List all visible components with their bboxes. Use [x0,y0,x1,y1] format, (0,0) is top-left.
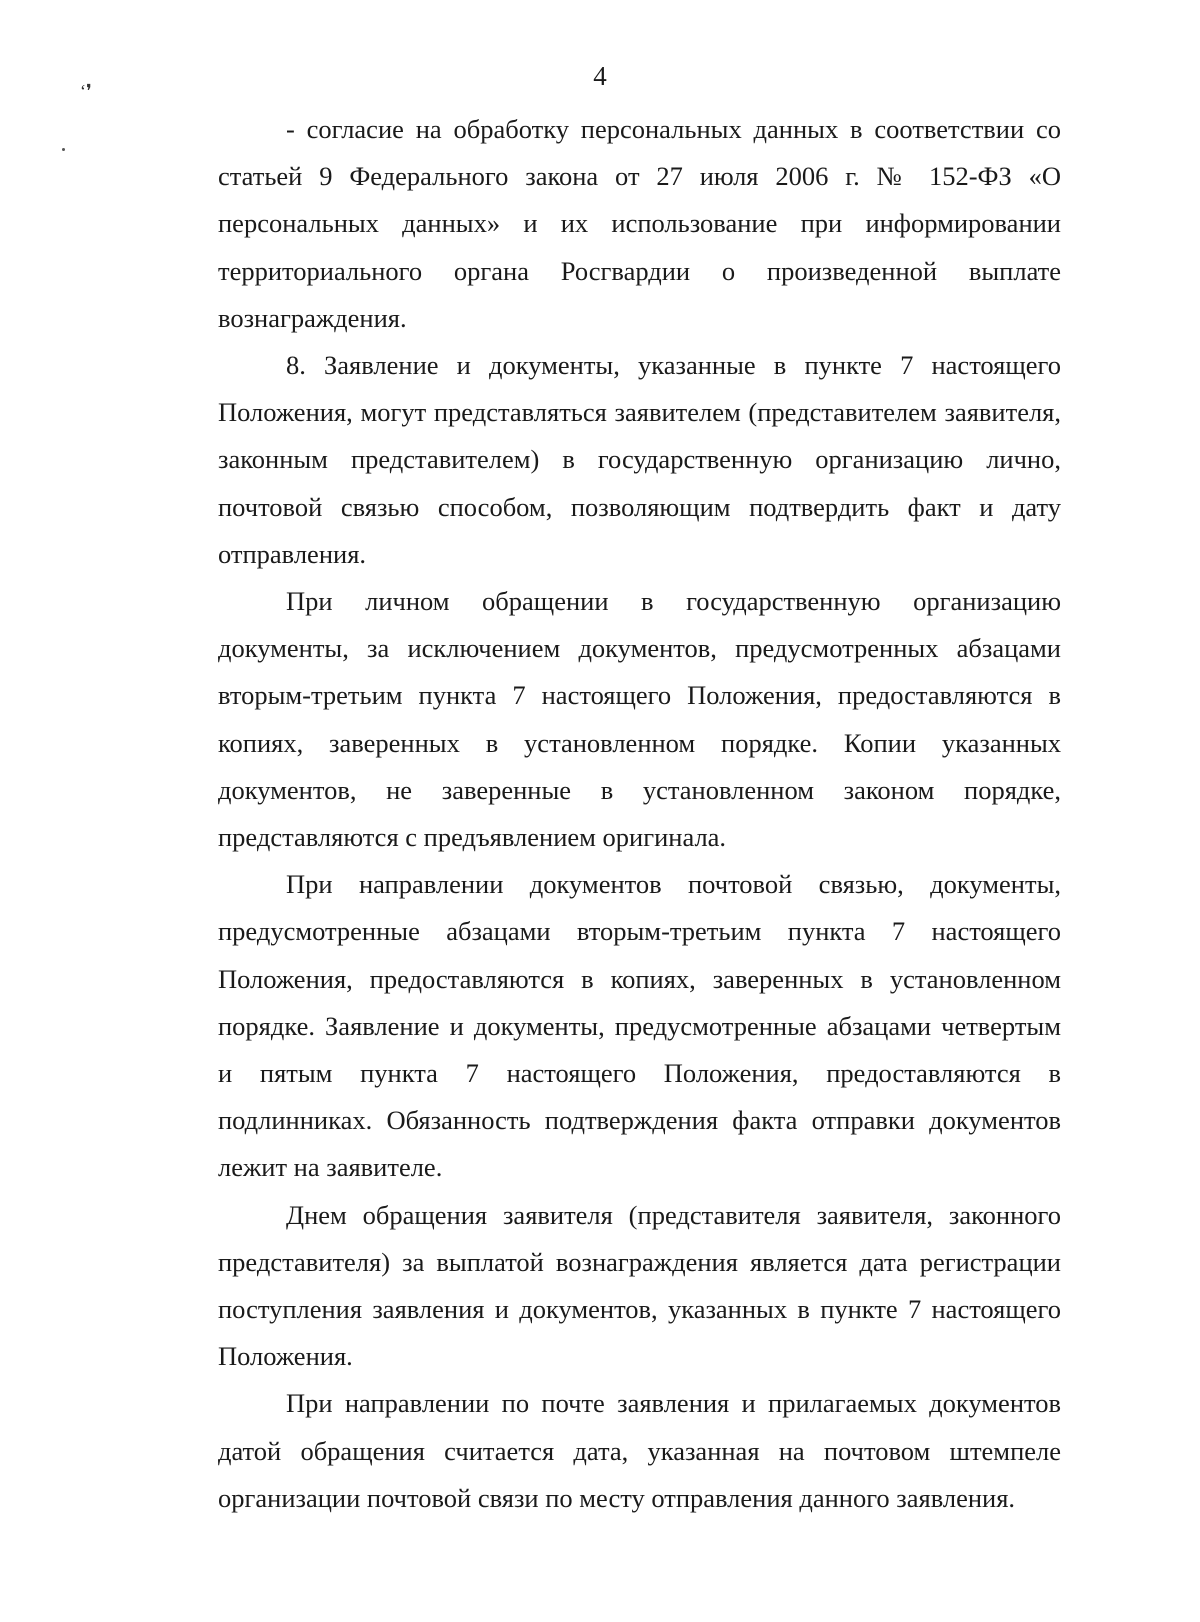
paragraph-point-8: 8. Заявление и документы, указанные в пункте 7 настоящего Положения, могут представляться заявителем (представителем заявителя, законным представителем) в государственную организацию лично, почтовой связью способом, позволяющим подтвердить факт и дату отправления. [218,350,1061,569]
paragraph-postal-submission: При направлении документов почтовой связью, документы, предусмотренные абзацами вторым-третьим пункта 7 настоящего Положения, предоставляются в копиях, заверенных в установленном порядке. Заявление и документы, предусмотренные абзацами четвертым и пятым пункта 7 настоящего Положения, предоставляются в подлинниках. Обязанность подтверждения факта отправки документов лежит на заявителе. [218,869,1061,1183]
paragraph-personal-appeal: При личном обращении в государственную организацию документы, за исключением документов, предусмотренных абзацами вторым-третьим пункта 7 настоящего Положения, предоставляются в копиях, заверенных в установленном порядке. Копии указанных документов, не заверенные в установленном законом порядке, представляются с предъявлением оригинала. [218,586,1061,853]
scan-artifact-mark: ʻ❜ [80,81,92,101]
scan-artifact-dot [62,148,65,151]
paragraph-postmark-date: При направлении по почте заявления и прилагаемых документов датой обращения считается дата, указанная на почтовом штемпеле организации почтовой связи по месту отправления данного заявления. [218,1388,1061,1513]
paragraph-appeal-date: Днем обращения заявителя (представителя заявителя, законного представителя) за выплатой вознаграждения является дата регистрации поступления заявления и документов, указанных в пункте 7 настоящего Положения. [218,1199,1061,1372]
page-number: 4 [593,61,607,91]
paragraph-consent: - согласие на обработку персональных данных в соответствии со статьей 9 Федерального закона от 27 июля 2006 г. № 152-ФЗ «О персональных данных» и их использование при информировании территориального органа Росгвардии о произведенной выплате вознаграждения. [218,114,1061,333]
document-body [218,106,1061,1522]
